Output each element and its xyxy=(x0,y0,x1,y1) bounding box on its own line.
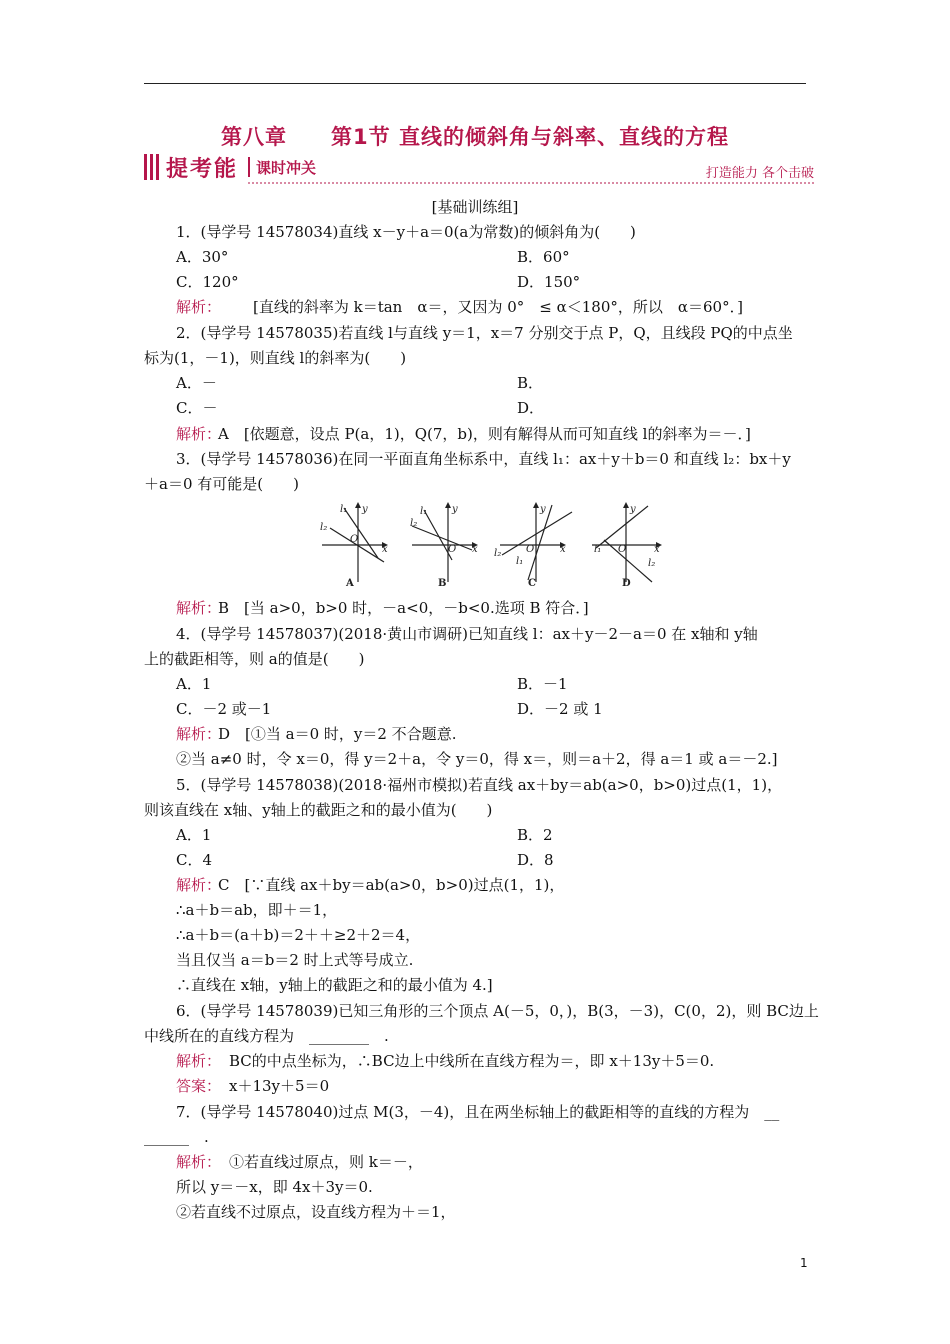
question3-figure xyxy=(312,500,672,592)
option-label-d: D xyxy=(622,578,631,589)
l2-c: l₂ xyxy=(494,548,502,559)
option-label-b: B xyxy=(438,578,447,589)
text-line: 4．(导学号 14578037)(2018·黄山市调研)已知直线 l：ax＋y－2－a＝0 在 x轴和 y轴 xyxy=(176,625,758,643)
origin-d: O xyxy=(618,544,627,555)
axis-y-d: y xyxy=(630,504,636,515)
text-line: 则该直线在 x轴、y轴上的截距之和的最小值为( ) xyxy=(144,801,493,819)
text-line: B．2 xyxy=(517,826,553,844)
text-line: 5．(导学号 14578038)(2018·福州市模拟)若直线 ax＋by＝ab(a>0，b>0)过点(1，1)， xyxy=(176,776,783,794)
text-line: D． xyxy=(517,399,545,417)
origin-a: O xyxy=(350,534,359,545)
text-line: 2．(导学号 14578035)若直线 l与直线 y＝1，x＝7 分别交于点 P，Q，且线段 PQ的中点坐 xyxy=(176,324,793,342)
text-line: ①若直线过原点，则 k＝－， xyxy=(229,1153,423,1171)
answer-label: 解析： xyxy=(176,599,222,617)
text-line: B [当 a>0，b>0 时，－a<0，－b<0.选项 B 符合．] xyxy=(218,599,589,617)
axis-x-a: x xyxy=(382,544,388,555)
axis-x-c: x xyxy=(560,544,566,555)
l1-b: l₁ xyxy=(420,506,428,517)
text-line: 3．(导学号 14578036)在同一平面直角坐标系中，直线 l₁：ax＋y＋b＝0 和直线 l₂：bx＋y xyxy=(176,450,791,468)
answer-label: 解析： xyxy=(176,876,222,894)
text-line: ______ . xyxy=(144,1128,209,1146)
text-line: 1．(导学号 14578034)直线 x－y＋a＝0(a为常数)的倾斜角为( ) xyxy=(176,223,636,241)
answer-label: 答案： xyxy=(176,1077,222,1095)
l2-a: l₂ xyxy=(320,522,328,533)
banner-sub: 课时冲关 xyxy=(256,159,317,177)
text-line: C．120° xyxy=(176,273,239,291)
text-line: D．－2 或 1 xyxy=(517,700,603,718)
axis-y-b: y xyxy=(452,504,458,515)
answer-label: 解析： xyxy=(176,298,222,316)
l1-c: l₁ xyxy=(516,556,524,567)
answer-label: 解析： xyxy=(176,1153,222,1171)
banner-right: 打造能力 各个击破 xyxy=(705,166,814,181)
text-line: BC的中点坐标为，∴BC边上中线所在直线方程为＝，即 x＋13y＋5＝0. xyxy=(229,1052,715,1070)
section-banner xyxy=(144,153,814,183)
origin-b: O xyxy=(448,544,457,555)
text-line: ②当 a≠0 时，令 x＝0，得 y＝2＋a，令 y＝0，得 x＝，则＝a＋2，得 a＝1 或 a＝－2.] xyxy=(176,750,778,768)
text-line: D [①当 a＝0 时，y＝2 不合题意. xyxy=(218,725,457,743)
text-line: C．－ xyxy=(176,399,218,417)
axis-y-c: y xyxy=(540,504,546,515)
text-line: ∴a＋b＝ab，即＋＝1， xyxy=(176,901,338,919)
text-line: 标为(1，－1)，则直线 l的斜率为( ) xyxy=(144,349,407,367)
text-line: 7．(导学号 14578040)过点 M(3，－4)，且在两坐标轴上的截距相等的直线的方程为 __ xyxy=(176,1103,780,1121)
text-line: D．150° xyxy=(517,273,581,291)
text-line: B．60° xyxy=(517,248,570,266)
text-line: [直线的斜率为 k＝tan α＝，又因为 0° ≤ α＜180°，所以 α＝60°．] xyxy=(253,298,743,316)
l1-d: l₁ xyxy=(594,544,602,555)
chapter-title: 第八章 第1节 直线的倾斜角与斜率、直线的方程 xyxy=(221,125,729,149)
text-line: C．4 xyxy=(176,851,213,869)
text-line: C [∵直线 ax＋by＝ab(a>0，b>0)过点(1，1)， xyxy=(218,876,565,894)
answer-label: 解析： xyxy=(176,725,222,743)
text-line: C．－2 或－1 xyxy=(176,700,272,718)
text-line: x＋13y＋5＝0 xyxy=(229,1077,330,1095)
text-line: 6．(导学号 14578039)已知三角形的三个顶点 A(－5，0，)，B(3，－3)，C(0，2)，则 BC边上 xyxy=(176,1002,819,1020)
text-line: A．1 xyxy=(176,826,212,844)
banner-bars-icon xyxy=(144,154,160,180)
banner-main: 提考能 xyxy=(166,157,239,182)
page-number: 1 xyxy=(800,1256,808,1270)
text-line: B．－1 xyxy=(517,675,568,693)
axis-x-b: x xyxy=(472,544,478,555)
text-line: D．8 xyxy=(517,851,554,869)
option-label-a: A xyxy=(346,578,354,589)
axis-y-a: y xyxy=(362,504,368,515)
text-line: 上的截距相等，则 a的值是( ) xyxy=(144,650,365,668)
text-line: A．1 xyxy=(176,675,212,693)
text-line: ∴a＋b＝(a＋b)＝2＋＋≥2＋2＝4， xyxy=(176,926,421,944)
text-line: ＋a＝0 有可能是( ) xyxy=(144,475,299,493)
option-label-c: C xyxy=(528,578,536,589)
text-line: 当且仅当 a＝b＝2 时上式等号成立. xyxy=(176,951,414,969)
banner-dotted-rule xyxy=(248,182,814,184)
section-title: [基础训练组] xyxy=(431,198,519,216)
text-line: A．30° xyxy=(176,248,229,266)
text-line: A．－ xyxy=(176,374,217,392)
four-graph-options xyxy=(312,500,672,592)
l2-d: l₂ xyxy=(648,558,656,569)
header-rule xyxy=(144,83,806,84)
text-line: 所以 y＝－x，即 4x＋3y＝0. xyxy=(176,1178,373,1196)
banner-divider xyxy=(248,157,250,177)
answer-label: 解析： xyxy=(176,425,222,443)
text-line: ∴直线在 x轴，y轴上的截距之和的最小值为 4.] xyxy=(176,976,493,994)
text-line: 中线所在的直线方程为 ________ . xyxy=(144,1027,389,1045)
text-line: B． xyxy=(517,374,544,392)
text-line: ②若直线不过原点，设直线方程为＋＝1， xyxy=(176,1203,456,1221)
origin-c: O xyxy=(526,544,535,555)
text-line: A [依题意，设点 P(a，1)，Q(7，b)，则有解得从而可知直线 l的斜率为＝－．] xyxy=(218,425,751,443)
answer-label: 解析： xyxy=(176,1052,222,1070)
l1-a: l₁ xyxy=(340,504,348,515)
axis-x-d: x xyxy=(654,544,660,555)
l2-b: l₂ xyxy=(410,518,418,529)
